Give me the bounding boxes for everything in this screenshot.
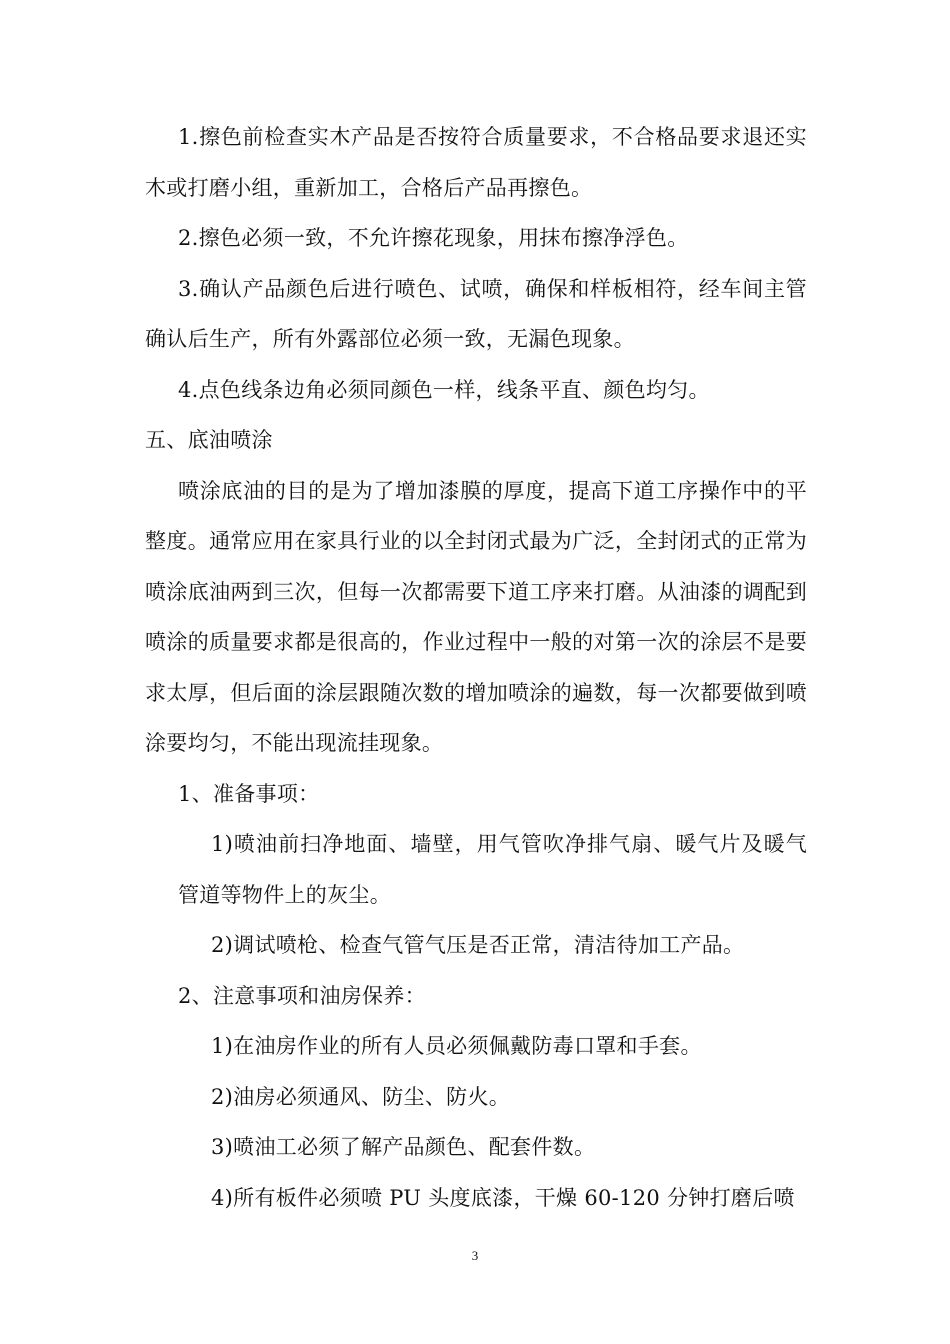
subheading-precautions: 2、注意事项和油房保养： xyxy=(178,983,426,1008)
page-number: 3 xyxy=(471,1248,479,1263)
paragraph-primer-purpose: 喷涂底油的目的是为了增加漆膜的厚度，提高下道工序操作中的平整度。通常应用在家具行业的以全封闭式最为广泛，全封闭式的正常为喷涂底油两到三次，但每一次都需要下道工序来打磨。从油漆的调配到喷涂的质量要求都是很高的，作业过程中一般的对第一次的涂层不是要求太厚，但后面的涂层跟随次数的增加喷涂的遍数，每一次都要做到喷涂要均匀，不能出现流挂现象。 xyxy=(145,478,807,755)
list-item-precaution-pu-primer: 4)所有板件必须喷 PU 头度底漆，干燥 60-120 分钟打磨后喷 xyxy=(211,1185,795,1210)
list-item-prep-spray-gun: 2)调试喷枪、检查气管气压是否正常，清洁待加工产品。 xyxy=(211,933,745,957)
paragraph-wipe-inspection: 1.擦色前检查实木产品是否按符合质量要求，不合格品要求退还实木或打磨小组，重新加工，合格后产品再擦色。 xyxy=(145,125,807,200)
list-item-prep-cleaning: 1)喷油前扫净地面、墙壁，用气管吹净排气扇、暖气片及暖气管道等物件上的灰尘。 xyxy=(178,832,807,907)
paragraph-wipe-consistency: 2.擦色必须一致，不允许擦花现象，用抹布擦净浮色。 xyxy=(178,226,689,250)
list-item-precaution-colors: 3)喷油工必须了解产品颜色、配套件数。 xyxy=(211,1135,596,1159)
paragraph-color-confirmation: 3.确认产品颜色后进行喷色、试喷，确保和样板相符，经车间主管确认后生产，所有外露部位必须一致，无漏色现象。 xyxy=(145,276,807,351)
paragraph-line-coloring: 4.点色线条边角必须同颜色一样，线条平直、颜色均匀。 xyxy=(178,377,710,402)
list-item-precaution-mask: 1)在油房作业的所有人员必须佩戴防毒口罩和手套。 xyxy=(211,1034,702,1058)
subheading-preparation: 1、准备事项： xyxy=(178,781,320,806)
section-heading-primer-spraying: 五、底油喷涂 xyxy=(145,428,273,452)
list-item-precaution-ventilation: 2)油房必须通风、防尘、防火。 xyxy=(211,1084,511,1109)
page-body xyxy=(145,112,807,1223)
